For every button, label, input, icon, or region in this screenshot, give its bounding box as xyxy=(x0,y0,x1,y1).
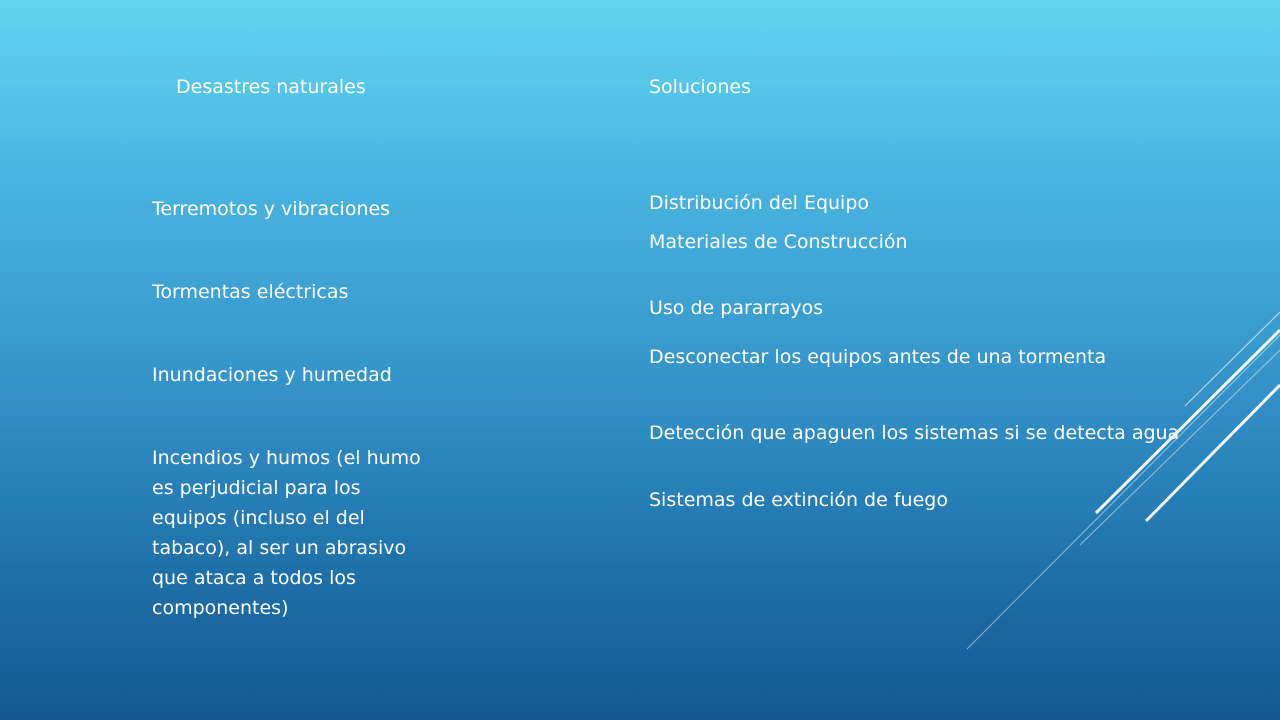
solution-item-disconnect-equipment: Desconectar los equipos antes de una tormenta xyxy=(649,346,1107,368)
disaster-item-floods: Inundaciones y humedad xyxy=(152,364,392,386)
deco-line-5 xyxy=(967,335,1280,649)
deco-line-1 xyxy=(1185,312,1280,406)
solution-item-construction-materials: Materiales de Construcción xyxy=(649,231,908,253)
header-disasters: Desastres naturales xyxy=(176,76,366,98)
deco-line-4 xyxy=(1146,385,1280,521)
solution-item-lightning-rods: Uso de pararrayos xyxy=(649,297,824,319)
header-solutions: Soluciones xyxy=(649,76,751,98)
solution-item-fire-extinction: Sistemas de extinción de fuego xyxy=(649,489,948,511)
disaster-item-earthquakes: Terremotos y vibraciones xyxy=(152,198,391,220)
disaster-item-storms: Tormentas eléctricas xyxy=(152,281,349,303)
disaster-item-fires: Incendios y humos (el humo es perjudicial para los equipos (incluso el del tabaco), al ser un abrasivo que ataca a todos los componentes) xyxy=(152,447,421,619)
solution-item-equipment-distribution: Distribución del Equipo xyxy=(649,192,870,214)
solution-item-water-detection: Detección que apaguen los sistemas si se detecta agua xyxy=(649,422,1180,444)
